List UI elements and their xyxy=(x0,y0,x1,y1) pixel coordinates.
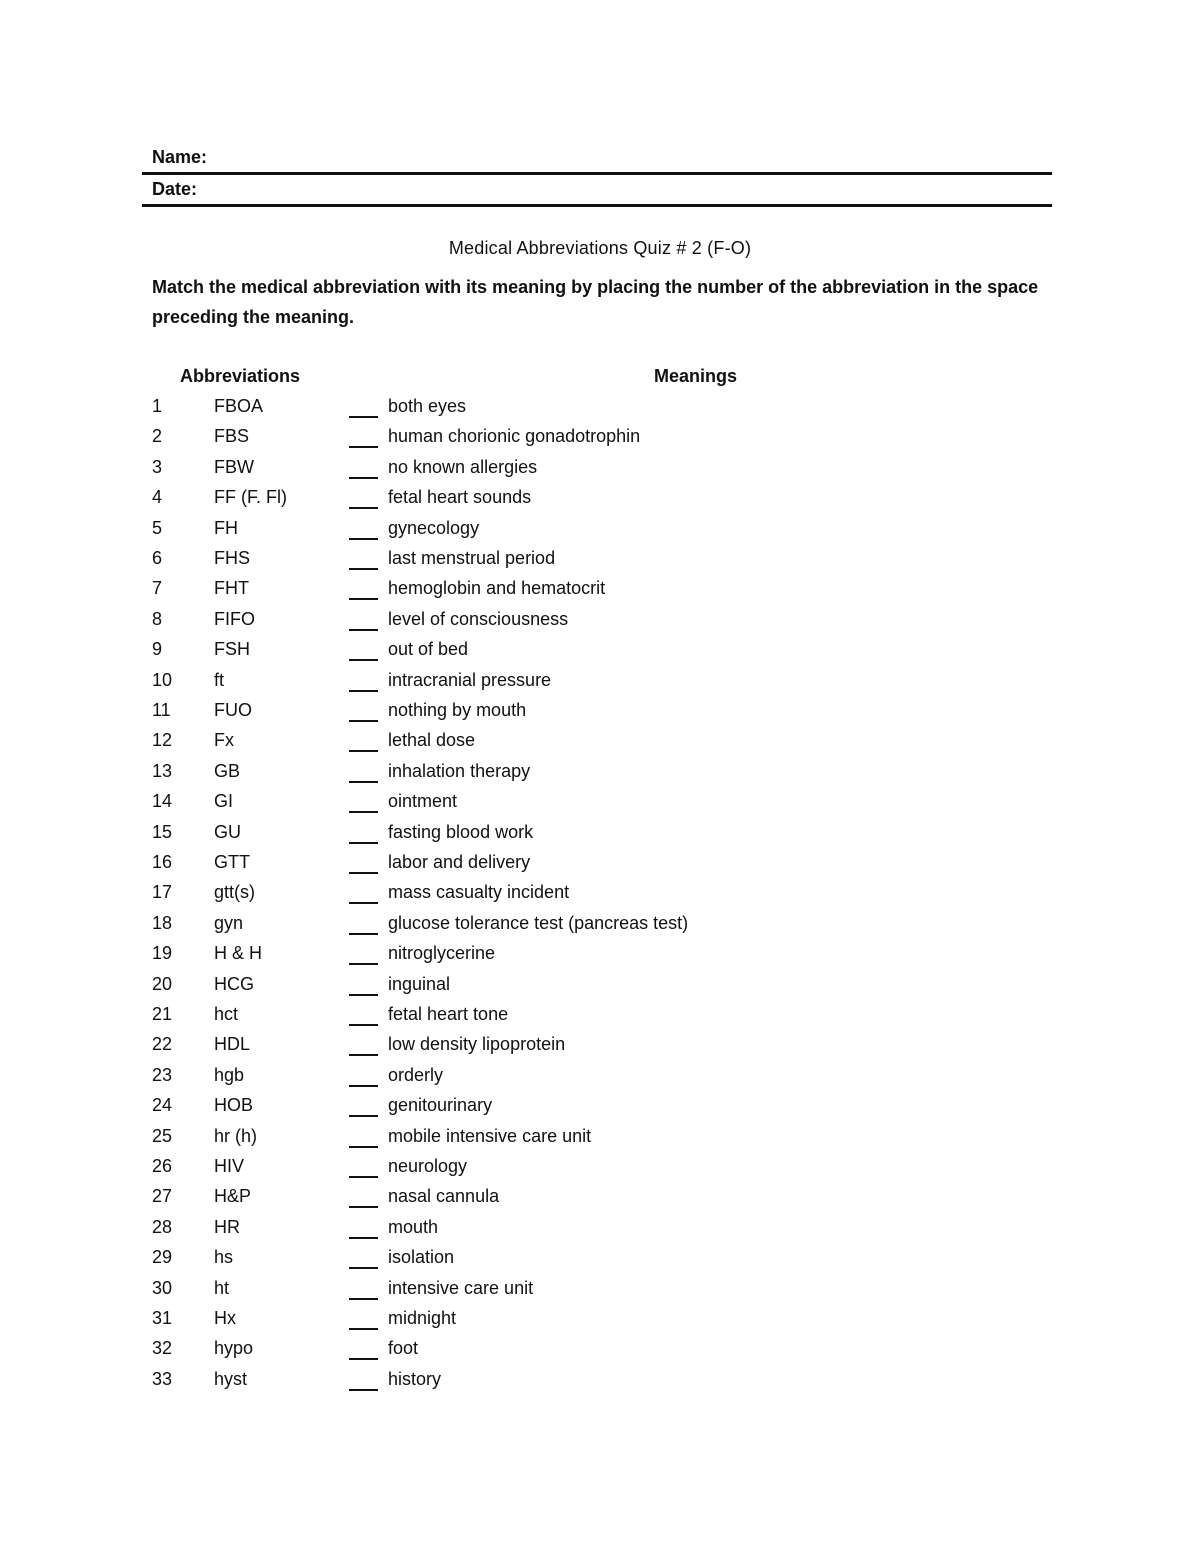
abbreviation: FUO xyxy=(214,700,252,720)
abbreviation-number: 7 xyxy=(152,578,163,599)
answer-blank[interactable] xyxy=(349,507,378,509)
meaning: mass casualty incident xyxy=(388,882,570,903)
quiz-row xyxy=(0,882,1200,912)
quiz-row xyxy=(0,1095,1200,1125)
answer-blank[interactable] xyxy=(349,994,378,996)
answer-blank[interactable] xyxy=(349,1267,378,1269)
answer-blank[interactable] xyxy=(349,1237,378,1239)
abbreviation-number: 16 xyxy=(152,852,173,872)
abbreviation: hr (h) xyxy=(214,1125,258,1146)
abbreviation: FHS xyxy=(214,548,250,568)
answer-blank[interactable] xyxy=(349,568,378,570)
abbreviation: Fx xyxy=(214,730,234,751)
abbreviation: hypo xyxy=(214,1338,254,1359)
meaning: gynecology xyxy=(388,517,480,538)
quiz-row xyxy=(0,913,1200,943)
abbreviation: FIFO xyxy=(214,608,255,629)
abbreviation-number: 25 xyxy=(152,1125,173,1146)
answer-blank[interactable] xyxy=(349,477,378,479)
quiz-title: Medical Abbreviations Quiz # 2 (F-O) xyxy=(448,238,752,258)
quiz-row xyxy=(0,1308,1200,1338)
meaning: inhalation therapy xyxy=(388,760,531,781)
answer-blank[interactable] xyxy=(349,933,378,935)
quiz-row xyxy=(0,396,1200,426)
name-label: Name: xyxy=(152,147,208,167)
answer-blank[interactable] xyxy=(349,902,378,904)
meaning: hemoglobin and hematocrit xyxy=(388,578,606,599)
abbreviation-number: 15 xyxy=(152,821,173,842)
quiz-row xyxy=(0,1338,1200,1368)
quiz-row xyxy=(0,852,1200,882)
quiz-row xyxy=(0,426,1200,456)
abbreviation: GU xyxy=(214,821,241,842)
quiz-row xyxy=(0,548,1200,578)
answer-blank[interactable] xyxy=(349,416,378,418)
abbreviation-number: 4 xyxy=(152,487,163,508)
abbreviation: gtt(s) xyxy=(214,882,256,903)
quiz-row xyxy=(0,943,1200,973)
meaning: intracranial pressure xyxy=(388,669,552,690)
answer-blank[interactable] xyxy=(349,750,378,752)
meaning: fetal heart tone xyxy=(388,1004,509,1024)
abbreviation: FH xyxy=(214,517,238,538)
quiz-row xyxy=(0,822,1200,852)
abbreviation: HR xyxy=(214,1216,240,1237)
abbreviation: HOB xyxy=(214,1095,254,1116)
answer-blank[interactable] xyxy=(349,690,378,692)
abbreviation: HCG xyxy=(214,973,254,994)
meanings-heading: Meanings xyxy=(654,366,738,386)
answer-blank[interactable] xyxy=(349,659,378,661)
abbreviation-number: 8 xyxy=(152,608,163,629)
quiz-row xyxy=(0,1126,1200,1156)
abbreviation-number: 32 xyxy=(152,1338,173,1359)
meaning: both eyes xyxy=(388,396,467,416)
date-field[interactable] xyxy=(142,174,1052,207)
meaning: fetal heart sounds xyxy=(388,487,532,508)
abbreviation: GB xyxy=(214,760,241,781)
quiz-row xyxy=(0,518,1200,548)
abbreviation-number: 3 xyxy=(152,456,163,477)
abbreviation-number: 18 xyxy=(152,912,173,933)
meaning: nasal cannula xyxy=(388,1186,500,1207)
abbreviation-number: 14 xyxy=(152,791,173,812)
answer-blank[interactable] xyxy=(349,1328,378,1330)
abbreviation: FF (F. Fl) xyxy=(214,487,287,508)
meaning: lethal dose xyxy=(388,730,476,751)
answer-blank[interactable] xyxy=(349,1176,378,1178)
answer-blank[interactable] xyxy=(349,842,378,844)
meaning: labor and delivery xyxy=(388,852,531,872)
quiz-row xyxy=(0,457,1200,487)
abbreviation-number: 12 xyxy=(152,730,173,751)
answer-blank[interactable] xyxy=(349,1085,378,1087)
meaning: no known allergies xyxy=(388,456,538,477)
date-label: Date: xyxy=(152,179,198,199)
abbreviation: HDL xyxy=(214,1034,251,1055)
answer-blank[interactable] xyxy=(349,963,378,965)
answer-blank[interactable] xyxy=(349,1024,378,1026)
meaning: intensive care unit xyxy=(388,1277,534,1298)
abbreviation-number: 22 xyxy=(152,1034,173,1055)
quiz-row xyxy=(0,1065,1200,1095)
abbreviation: HIV xyxy=(214,1156,245,1176)
answer-blank[interactable] xyxy=(349,811,378,813)
quiz-row xyxy=(0,639,1200,669)
quiz-row xyxy=(0,1034,1200,1064)
abbreviation-number: 19 xyxy=(152,943,173,964)
abbreviation: FBS xyxy=(214,426,250,447)
abbreviation: hs xyxy=(214,1247,234,1268)
abbreviation-number: 6 xyxy=(152,548,163,568)
answer-blank[interactable] xyxy=(349,872,378,874)
abbreviation-number: 13 xyxy=(152,760,173,781)
meaning: genitourinary xyxy=(388,1095,493,1116)
quiz-row xyxy=(0,791,1200,821)
answer-blank[interactable] xyxy=(349,1146,378,1148)
meaning: glucose tolerance test (pancreas test) xyxy=(388,912,689,933)
abbreviation: H&P xyxy=(214,1186,252,1207)
abbreviation-number: 20 xyxy=(152,973,173,994)
abbreviation: FHT xyxy=(214,578,249,599)
answer-blank[interactable] xyxy=(349,446,378,448)
quiz-row xyxy=(0,1004,1200,1034)
abbreviation: ht xyxy=(214,1277,230,1298)
answer-blank[interactable] xyxy=(349,1054,378,1056)
abbreviation-number: 5 xyxy=(152,517,163,538)
abbreviation: GTT xyxy=(214,852,250,872)
quiz-row xyxy=(0,700,1200,730)
abbreviation: Hx xyxy=(214,1308,236,1328)
meaning: last menstrual period xyxy=(388,548,556,568)
meaning: neurology xyxy=(388,1156,468,1176)
meaning: inguinal xyxy=(388,973,451,994)
abbreviation-number: 27 xyxy=(152,1186,173,1207)
meaning: isolation xyxy=(388,1247,455,1268)
meaning: nothing by mouth xyxy=(388,700,527,720)
quiz-row xyxy=(0,578,1200,608)
answer-blank[interactable] xyxy=(349,781,378,783)
quiz-row xyxy=(0,1369,1200,1399)
meaning: ointment xyxy=(388,791,458,812)
meaning: midnight xyxy=(388,1308,457,1328)
meaning: human chorionic gonadotrophin xyxy=(388,426,641,447)
quiz-row xyxy=(0,609,1200,639)
answer-blank[interactable] xyxy=(349,1298,378,1300)
quiz-row xyxy=(0,670,1200,700)
quiz-row xyxy=(0,1217,1200,1247)
abbreviation-number: 28 xyxy=(152,1216,173,1237)
answer-blank[interactable] xyxy=(349,1389,378,1391)
abbreviation: GI xyxy=(214,791,234,812)
abbreviation-number: 1 xyxy=(152,396,163,416)
abbreviation: FBOA xyxy=(214,396,264,416)
abbreviation: hyst xyxy=(214,1368,248,1389)
quiz-row xyxy=(0,761,1200,791)
quiz-row xyxy=(0,974,1200,1004)
answer-blank[interactable] xyxy=(349,1115,378,1117)
meaning: nitroglycerine xyxy=(388,943,496,964)
meaning: low density lipoprotein xyxy=(388,1034,566,1055)
abbreviation-number: 23 xyxy=(152,1064,173,1085)
abbreviation-number: 2 xyxy=(152,426,163,447)
instructions: Match the medical abbreviation with its meaning by placing the number of the abbreviation in the space preceding the meaning. xyxy=(152,277,1039,327)
abbreviation: FSH xyxy=(214,639,250,660)
quiz-row xyxy=(0,487,1200,517)
answer-blank[interactable] xyxy=(349,720,378,722)
meaning: mouth xyxy=(388,1216,439,1237)
answer-blank[interactable] xyxy=(349,629,378,631)
abbreviation: hct xyxy=(214,1004,239,1024)
abbreviation-number: 21 xyxy=(152,1004,173,1024)
answer-blank[interactable] xyxy=(349,1358,378,1360)
meaning: level of consciousness xyxy=(388,608,569,629)
abbreviation-number: 29 xyxy=(152,1247,173,1268)
abbreviation-number: 26 xyxy=(152,1156,173,1176)
abbreviations-heading: Abbreviations xyxy=(180,366,301,386)
abbreviation-number: 33 xyxy=(152,1368,173,1389)
answer-blank[interactable] xyxy=(349,598,378,600)
answer-blank[interactable] xyxy=(349,538,378,540)
abbreviation: FBW xyxy=(214,456,254,477)
meaning: out of bed xyxy=(388,639,469,660)
abbreviation: hgb xyxy=(214,1064,245,1085)
quiz-row xyxy=(0,1278,1200,1308)
abbreviation: gyn xyxy=(214,912,244,933)
meaning: orderly xyxy=(388,1064,444,1085)
abbreviation-number: 17 xyxy=(152,882,173,903)
abbreviation-number: 30 xyxy=(152,1277,173,1298)
abbreviation-number: 11 xyxy=(152,700,171,720)
abbreviation: H & H xyxy=(214,943,263,964)
meaning: fasting blood work xyxy=(388,821,534,842)
quiz-row xyxy=(0,1247,1200,1277)
abbreviation-number: 10 xyxy=(152,669,173,690)
answer-blank[interactable] xyxy=(349,1206,378,1208)
quiz-row xyxy=(0,730,1200,760)
abbreviation-number: 31 xyxy=(152,1308,173,1328)
quiz-row xyxy=(0,1186,1200,1216)
abbreviation-number: 9 xyxy=(152,639,163,660)
meaning: foot xyxy=(388,1338,419,1359)
name-field[interactable] xyxy=(142,142,1052,175)
quiz-row xyxy=(0,1156,1200,1186)
abbreviation-number: 24 xyxy=(152,1095,173,1116)
meaning: history xyxy=(388,1368,442,1389)
meaning: mobile intensive care unit xyxy=(388,1125,592,1146)
abbreviation: ft xyxy=(214,669,225,690)
